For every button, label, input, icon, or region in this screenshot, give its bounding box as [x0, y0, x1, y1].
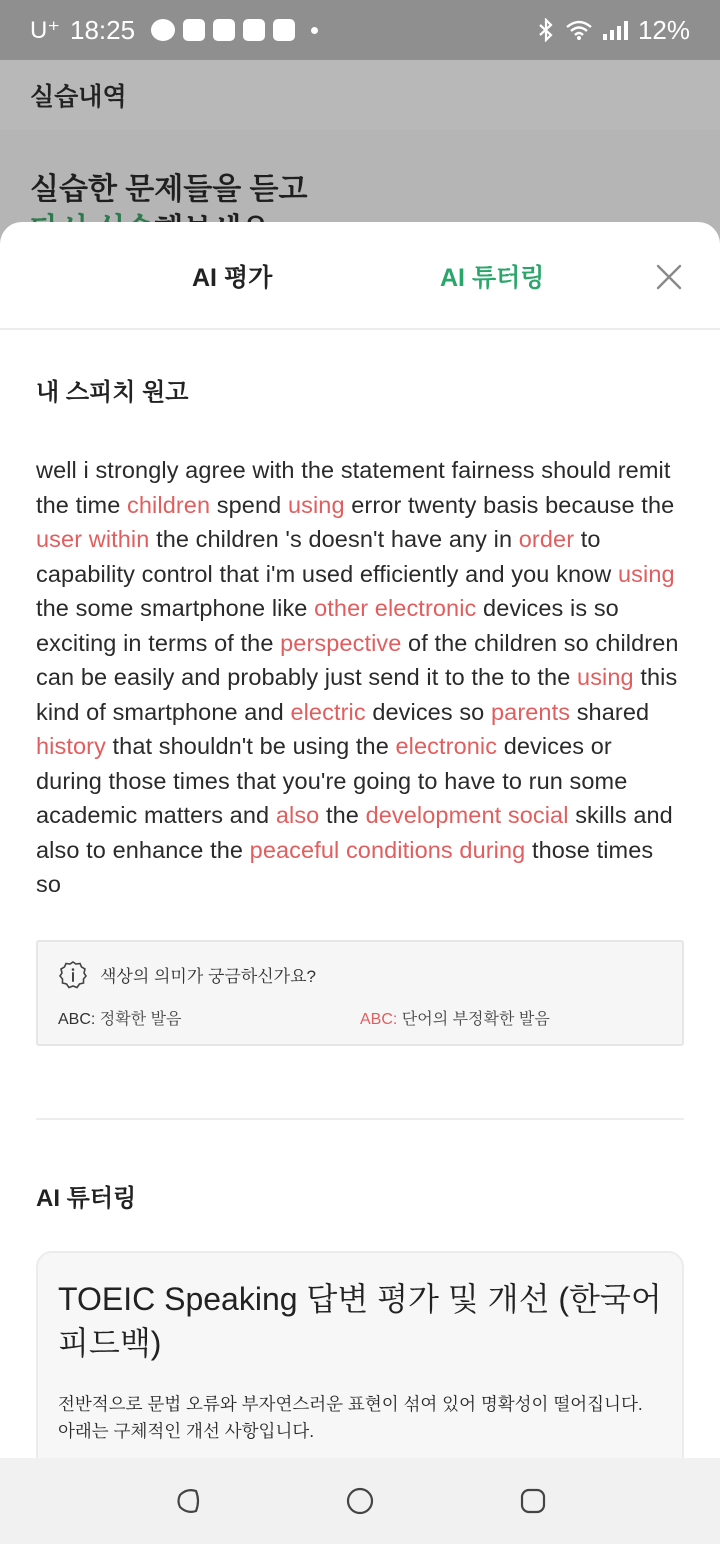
transcript-text: to capability control that i'm used efficiently and you know — [36, 526, 618, 587]
legend-incorrect-desc: 단어의 부정확한 발음 — [397, 1010, 550, 1028]
mispronounced-word: development social — [365, 802, 569, 828]
app-b-icon — [273, 19, 295, 41]
mispronounced-word: electronic — [395, 733, 498, 759]
status-right — [537, 15, 690, 46]
back-icon — [172, 1486, 202, 1516]
signal-icon — [603, 20, 628, 40]
info-icon — [58, 960, 88, 990]
bluetooth-icon — [537, 18, 555, 42]
status-time: 18:25 — [70, 14, 136, 45]
legend-correct — [58, 1006, 182, 1029]
tutoring-card-body: 전반적으로 문법 오류와 부자연스러운 표현이 섞여 있어 명확성이 떨어집니다. 아래는 구체적인 개선 사항입니다. — [58, 1393, 643, 1441]
mispronounced-word: using — [618, 560, 675, 587]
transcript-text: that shouldn't be using the — [105, 733, 396, 759]
status-left — [30, 15, 318, 46]
navigation-bar — [0, 1458, 720, 1544]
more-dot-icon — [311, 27, 318, 34]
tab-bar — [0, 222, 720, 330]
home-icon — [344, 1485, 376, 1517]
background-title-line1: 실습한 문제들을 듣고 — [30, 173, 308, 206]
transcript-text: spend — [210, 491, 288, 518]
back-button[interactable] — [167, 1481, 207, 1521]
mispronounced-word: electric — [290, 698, 366, 725]
mispronounced-word: perspective — [280, 629, 402, 656]
speech-transcript — [36, 453, 684, 902]
transcript-text: error twenty basis because the — [344, 491, 675, 518]
status-bar — [0, 0, 720, 60]
transcript-text: well i strongly agree with the statement fairness should remit the time — [36, 457, 671, 518]
wifi-icon — [565, 19, 593, 41]
battery-level: 12% — [637, 14, 690, 45]
feedback-sheet — [0, 222, 720, 1458]
transcript-text: skills and also to enhance the — [36, 802, 673, 863]
app-b-icon — [243, 19, 265, 41]
mispronounced-word: peaceful conditions during — [249, 836, 526, 863]
legend-correct-sample: ABC: — [58, 1010, 96, 1028]
mispronounced-word: parents — [490, 698, 571, 725]
recents-icon — [518, 1486, 548, 1516]
chat-icon — [151, 19, 175, 41]
tab-ai-tutoring[interactable]: AI 튜터링 — [440, 264, 545, 292]
app-b-icon — [213, 19, 235, 41]
carrier-label: U⁺ — [30, 16, 60, 44]
background-header: 실습내역 — [0, 60, 720, 130]
recents-button[interactable] — [513, 1481, 553, 1521]
transcript-text: the children 's doesn't have any in — [149, 526, 519, 552]
transcript-text: devices so — [365, 698, 491, 725]
mispronounced-word: using — [287, 491, 345, 518]
mispronounced-word: also — [275, 802, 320, 828]
section-divider — [36, 1118, 684, 1120]
mispronounced-word: order — [518, 526, 575, 552]
tutoring-card — [36, 1251, 684, 1459]
mispronounced-word: user within — [36, 526, 150, 552]
transcript-text: the some smartphone like — [36, 595, 315, 621]
legend-correct-desc: 정확한 발음 — [95, 1010, 182, 1028]
transcript-text: those times so — [36, 836, 654, 897]
alert-icon — [183, 19, 205, 41]
mispronounced-word: children — [127, 491, 211, 518]
transcript-text: the — [319, 802, 366, 828]
transcript-text: this kind of smartphone and — [36, 664, 678, 725]
color-legend — [36, 940, 684, 1046]
legend-question[interactable] — [58, 960, 316, 990]
legend-incorrect — [360, 1006, 550, 1029]
transcript-text: of the children so children can be easily and probably just send it to the to the — [36, 629, 679, 690]
mispronounced-word: using — [577, 664, 634, 690]
transcript-text: devices or during those times that you're going to have to run some academic matters and — [36, 733, 628, 828]
legend-incorrect-sample: ABC: — [360, 1010, 398, 1028]
mispronounced-word: other electronic — [314, 595, 477, 621]
notification-icons — [151, 19, 318, 41]
home-button[interactable] — [340, 1481, 380, 1521]
tutoring-card-heading: TOEIC Speaking 답변 평가 및 개선 (한국어 피드백) — [58, 1280, 662, 1361]
tutoring-section-title: AI 튜터링 — [36, 1184, 137, 1212]
mispronounced-word: history — [36, 733, 106, 759]
speech-section-title: 내 스피치 원고 — [36, 379, 189, 406]
tab-ai-evaluation[interactable]: AI 평가 — [192, 264, 273, 292]
transcript-text: shared — [570, 698, 650, 725]
close-icon[interactable] — [654, 262, 684, 292]
legend-question-text: 색상의 의미가 궁금하신가요? — [100, 967, 316, 986]
speech-section — [0, 372, 720, 1046]
transcript-text: devices is so exciting in terms of the — [36, 595, 619, 656]
